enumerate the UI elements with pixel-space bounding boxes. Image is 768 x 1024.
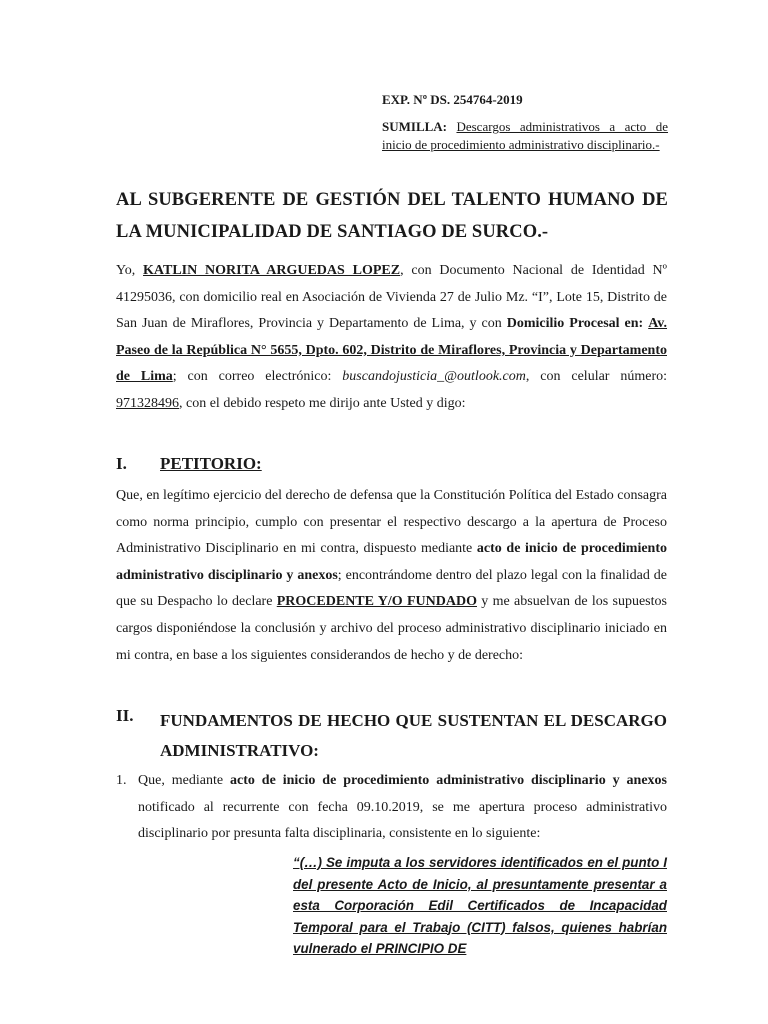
petitorio-text: y me absuelvan de los supuestos cargos disponiéndose la conclusión y archivo del proceso administrativo disciplinario iniciado en mi contra, en base a los siguientes considerandos de hecho y de derecho: <box>116 594 667 663</box>
intro-paragraph <box>116 258 667 418</box>
expediente-number: EXP. Nº DS. 254764-2019 <box>382 92 523 107</box>
intro-text: ; con correo electrónico: <box>172 369 343 385</box>
addressee-heading: AL SUBGERENTE DE GESTIÓN DEL TALENTO HUMANO DE LA MUNICIPALIDAD DE SANTIAGO DE SURCO.- <box>116 190 668 242</box>
section-heading-petitorio <box>116 454 262 474</box>
list-item-bold: acto de inicio de procedimiento administrativo disciplinario y anexos <box>229 773 667 788</box>
section-title: PETITORIO: <box>160 454 262 473</box>
petitorio-text: Que, en legítimo ejercicio del derecho de defensa que la Constitución Política del Estado consagra como norma principio, cumplo con presentar el respectivo descargo a la apertura de Proceso Administrativo Disciplinario en mi contra, dispuesto mediante <box>116 488 667 557</box>
sumilla <box>382 118 668 154</box>
petitorio-request: PROCEDENTE Y/O FUNDADO <box>276 594 477 610</box>
petitorio-text: ; encontrándome dentro del plazo legal con la finalidad de que su Despacho lo declare <box>116 567 667 610</box>
list-item-text: Que, mediante <box>138 773 230 788</box>
petitorio-paragraph <box>116 483 667 669</box>
petitorio-bold: acto de inicio de procedimiento administrativo disciplinario y anexos <box>116 541 668 583</box>
intro-text: Yo, <box>116 263 144 278</box>
block-quote: “(…) Se imputa a los servidores identificados en el punto I del presente Acto de Inicio, al presuntamente presentar a esta Corporación Edil Certificados de Incapacidad Temporal para el Trabajo (CITT) falsos, quienes habrían vulnerado el PRINCIPIO DE <box>293 855 667 956</box>
sumilla-text: Descargos administrativos a acto de inicio de procedimiento administrativo disciplinario.- <box>382 119 669 152</box>
list-item-number: 1. <box>116 773 127 788</box>
domicilio-procesal: Av. Paseo de la República N° 5655, Dpto. 602, Distrito de Miraflores, Provincia y Departamento de Lima <box>116 316 668 385</box>
intro-text: , con celular número: <box>525 369 667 385</box>
section-title-fundamentos: FUNDAMENTOS DE HECHO QUE SUSTENTAN EL DESCARGO ADMINISTRATIVO: <box>160 711 667 760</box>
list-item <box>116 768 667 848</box>
list-item-body <box>138 768 667 848</box>
intro-text: , con Documento Nacional de Identidad Nº 41295036, con domicilio real en Asociación de Vivienda 27 de Julio Mz. “I”, Lote 15, Distrito de San Juan de Miraflores, Provincia y Departamento de Lima, y con <box>116 263 667 332</box>
domicilio-label: Domicilio Procesal en: <box>506 316 644 332</box>
petitioner-name: KATLIN NORITA ARGUEDAS LOPEZ <box>143 263 401 278</box>
section-number: II. <box>116 706 134 725</box>
section-number: I. <box>116 454 127 473</box>
sumilla-label: SUMILLA: <box>382 119 448 134</box>
email-address: buscandojusticia_@outlook.com <box>342 369 526 385</box>
phone-number: 971328496 <box>116 395 179 411</box>
intro-text: , con el debido respeto me dirijo ante Usted y digo: <box>179 395 466 411</box>
list-item-text: notificado al recurrente con fecha 09.10.2019, se me apertura proceso administrativo disciplinario por presunta falta disciplinaria, consistente en lo siguiente: <box>138 799 667 842</box>
